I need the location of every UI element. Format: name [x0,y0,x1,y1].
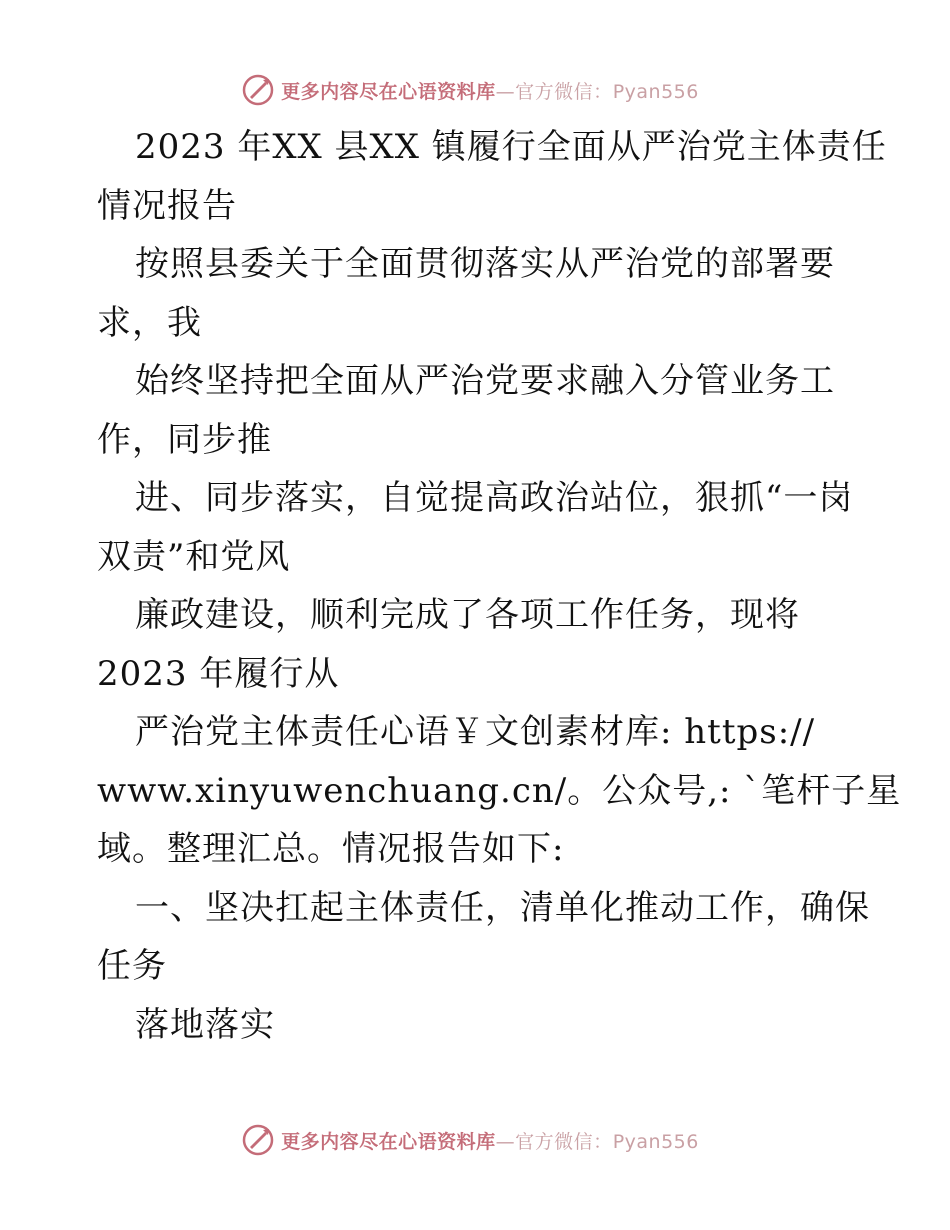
watermark-text: 更多内容尽在心语资料库—官方微信：Pyan556 [281,80,699,103]
title-line: 情况报告 [97,185,237,226]
document-body [97,118,902,1054]
paragraph-line: 廉政建设，顺利完成了各项工作任务，现将 [135,595,800,635]
paragraph-line: 作，同步推 [97,419,272,460]
paragraph-line: www.xinyuwenchuang.cn/。公众号,: `笔杆子星 [97,770,902,811]
paragraph-line: 进、同步落实，自觉提高政治站位，狠抓“一岗 [135,478,854,518]
section-heading-line: 任务 [97,946,167,986]
title-line: 2023 年XX 县XX 镇履行全面从严治党主体责任 [135,127,887,167]
paragraph-line: 始终坚持把全面从严治党要求融入分管业务工 [135,361,835,401]
quill-logo-icon [241,73,275,107]
paragraph-line: 按照县委关于全面贯彻落实从严治党的部署要 [135,244,835,284]
paragraph-line: 域。整理汇总。情况报告如下: [97,829,565,869]
watermark-text: 更多内容尽在心语资料库—官方微信：Pyan556 [281,1130,699,1153]
section-heading-line: 一、坚决扛起主体责任，清单化推动工作，确保 [135,887,870,928]
header-watermark [0,70,950,110]
paragraph-line: 双责”和党风 [97,536,291,577]
paragraph-line: 严治党主体责任心语￥文创素材库: https:// [135,712,816,752]
paragraph-line: 求，我 [97,302,202,343]
footer-watermark [0,1120,950,1160]
quill-logo-icon [241,1123,275,1157]
paragraph-line: 2023 年履行从 [97,653,340,694]
paragraph-line: 落地落实 [135,1004,275,1045]
